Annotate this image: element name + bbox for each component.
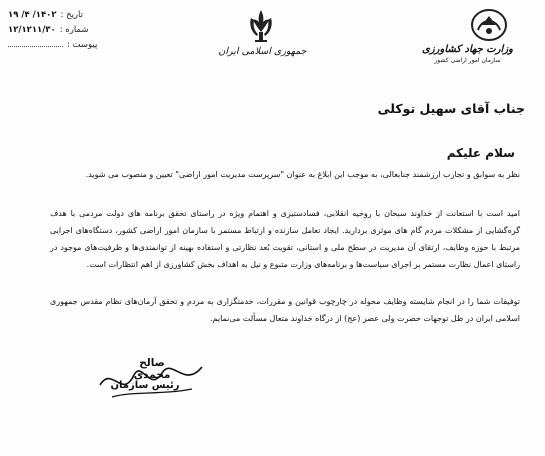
- ministry-organization: سازمان امور اراضی کشور: [434, 57, 501, 64]
- attachment-blank: [8, 38, 63, 47]
- date-row: [8, 8, 158, 23]
- ministry-block: [405, 44, 530, 64]
- addressee: جناب آقای سهیل توکلی: [377, 101, 525, 116]
- paragraph-closing: توفیقات شما را در انجام شایسته وظایف محوله در چارچوب قوانین و مقررات، خدمتگزاری به مردم و تحقق آرمان‌های نظام مقدس جمهوری اسلامی ایران در ظل توجهات حضرت ولی عصر (عج) از درگاه خداوند متعال مسألت می‌نمایم.: [50, 297, 520, 323]
- attachment-row: [8, 38, 158, 53]
- paragraph-appointment: نظر به سوابق و تجارب ارزشمند جنابعالی، به موجب این ابلاغ به عنوان "سرپرست مدیریت امور اراضی" تعیین و منصوب می شوید.: [85, 170, 520, 179]
- letter-meta: [8, 8, 158, 53]
- ministry-name: وزارت جهاد کشاورزی: [422, 44, 513, 55]
- country-name: جمهوری اسلامی ایران: [218, 46, 307, 57]
- number-value: ۱۲/۱۲۱۱/۳۰: [8, 25, 56, 35]
- signer-name: صالح محمدی: [133, 357, 171, 381]
- ministry-logo-icon: [468, 8, 510, 42]
- date-value: ۱۴۰۲/ ۴/ ۱۹: [8, 10, 57, 20]
- iran-emblem-icon: [245, 8, 277, 44]
- number-row: [8, 23, 158, 38]
- paragraph-expectations: امید است با استعانت از خداوند سبحان با روحیه انقلابی، فسادستیزی و اهتمام ویژه در راستای تحقق برنامه های دولت مردمی با هدف گره‌گشایی از مشکلات مردم گام های موثری بردارید. ایجاد تعامل سازنده و ارتباط مستمر با سازمان امور اراضی کشور، دستگاه‌های اجرایی مرتبط با حوزه وظایف، ارتقای آن مدیریت در سطح ملی و استانی، تقویت بُعد نظارتی و استفاده بهینه از توانمندی‌ها و ظرفیت‌های موجود در راستای اعمال نظارت مستمر بر اجرای سیاست‌ها و برنامه‌های وزارت متبوع و نیل به اهداف بخش کشاورزی از اهم انتظارات است.: [50, 209, 520, 269]
- date-label: تاریخ :: [60, 10, 83, 20]
- number-label: شماره :: [59, 25, 89, 35]
- greeting: سلام علیکم: [446, 146, 515, 160]
- signer-title: رئیس سازمان: [110, 380, 180, 391]
- attachment-label: پیوست :: [67, 40, 98, 50]
